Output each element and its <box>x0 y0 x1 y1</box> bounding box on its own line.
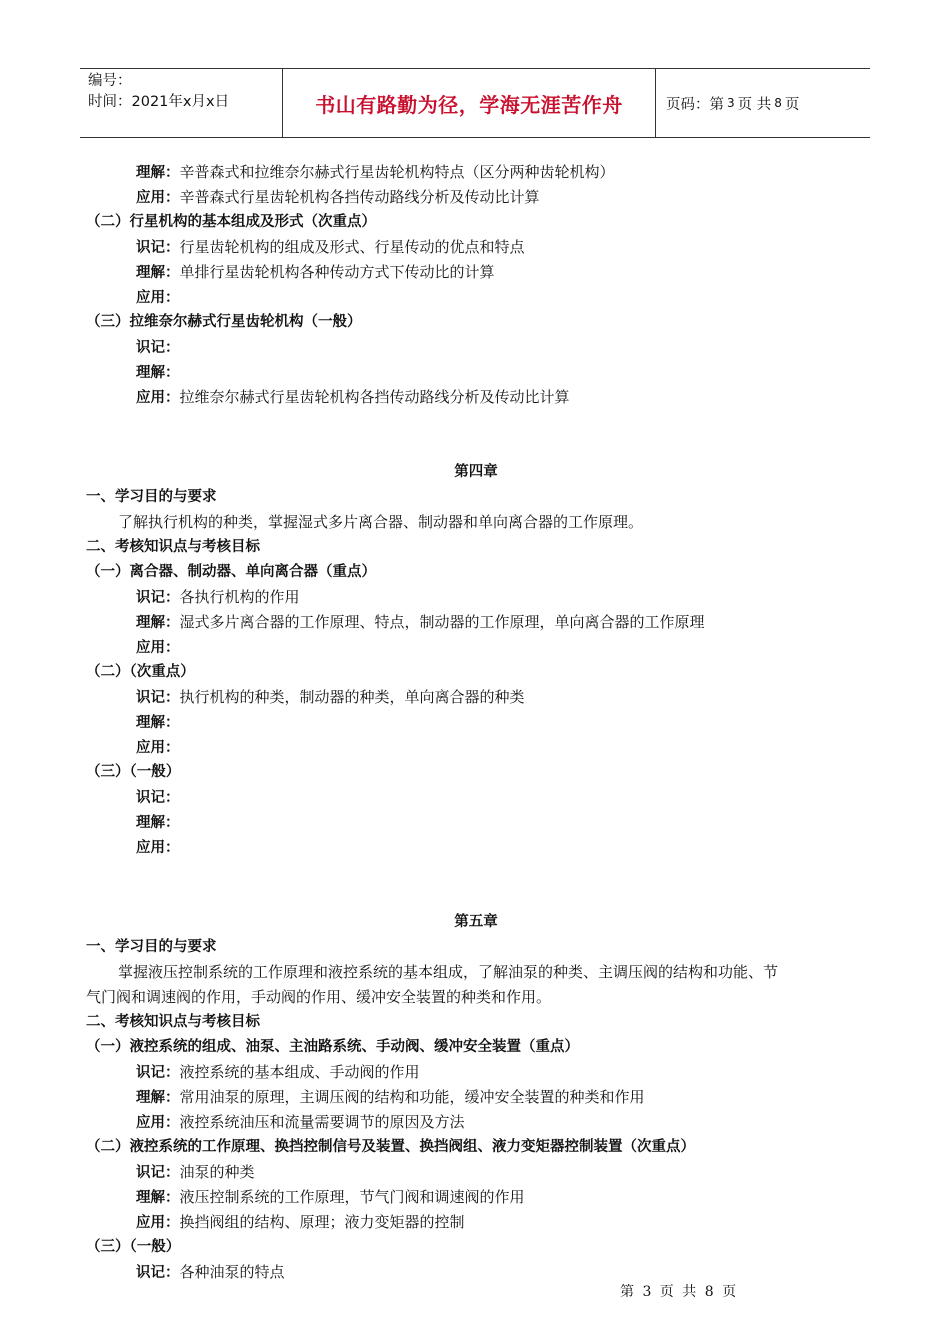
objective-item <box>86 1160 866 1185</box>
objective-item <box>86 1260 866 1285</box>
section-heading: （二）（次重点） <box>86 664 195 680</box>
objective-item <box>86 610 866 635</box>
objective-text: 常用油泵的原理，主调压阀的结构和功能，缓冲安全装置的种类和作用 <box>179 1088 645 1106</box>
objective-label: 理解： <box>136 615 180 631</box>
objective-item <box>86 810 866 835</box>
objective-item <box>86 735 866 760</box>
objective-item <box>86 1210 866 1235</box>
objective-text: 湿式多片离合器的工作原理、特点，制动器的工作原理，单向离合器的工作原理 <box>179 613 705 631</box>
objective-text: 液控系统油压和流量需要调节的原因及方法 <box>179 1113 465 1131</box>
chapter-spacer <box>86 410 866 460</box>
section-heading: （三）拉维奈尔赫式行星齿轮机构（一般） <box>86 314 362 330</box>
objective-text: 换挡阀组的结构、原理；液力变矩器的控制 <box>179 1213 465 1231</box>
objective-text: 辛普森式和拉维奈尔赫式行星齿轮机构特点（区分两种齿轮机构） <box>179 163 615 181</box>
objective-text: 辛普森式行星齿轮机构各挡传动路线分析及传动比计算 <box>179 188 540 206</box>
chapter-spacer <box>86 860 866 910</box>
objective-text: 行星齿轮机构的组成及形式、行星传动的优点和特点 <box>179 238 525 256</box>
objective-label: 识记： <box>136 1265 180 1281</box>
objective-text: 各执行机构的作用 <box>179 588 300 606</box>
objective-label: 应用： <box>136 290 180 306</box>
section-heading: （二）行星机构的基本组成及形式（次重点） <box>86 214 376 230</box>
section-heading: 二、考核知识点与考核目标 <box>86 539 260 555</box>
objective-label: 识记： <box>136 240 180 256</box>
objective-label: 理解： <box>136 265 180 281</box>
objective-item <box>86 710 866 735</box>
section-heading: 一、学习目的与要求 <box>86 939 217 955</box>
page-prefix: 页码：第 <box>666 96 724 113</box>
document-body <box>86 160 866 1285</box>
objective-item <box>86 160 866 185</box>
objective-text: 执行机构的种类，制动器的种类，单向离合器的种类 <box>179 688 525 706</box>
page-footer: 第 3 页 共 8 页 <box>620 1284 737 1300</box>
objective-label: 应用： <box>136 390 180 406</box>
objective-item <box>86 1085 866 1110</box>
objective-item <box>86 1110 866 1135</box>
objective-label: 识记： <box>136 340 180 356</box>
section-heading: 一、学习目的与要求 <box>86 489 217 505</box>
objective-text: 各种油泵的特点 <box>179 1263 285 1281</box>
objective-item <box>86 185 866 210</box>
page-number: 3 <box>727 96 735 110</box>
objective-item <box>86 260 866 285</box>
objective-item <box>86 785 866 810</box>
objective-item <box>86 585 866 610</box>
paragraph-text: 气门阀和调速阀的作用，手动阀的作用、缓冲安全装置的种类和作用。 <box>86 988 552 1006</box>
section-heading: 二、考核知识点与考核目标 <box>86 1014 260 1030</box>
doc-time: 时间：2021年x月x日 <box>88 94 230 110</box>
objective-label: 应用： <box>136 640 180 656</box>
objective-item <box>86 385 866 410</box>
objective-item <box>86 1185 866 1210</box>
objective-label: 理解： <box>136 365 180 381</box>
objective-item <box>86 360 866 385</box>
page-mid: 页 共 <box>737 96 772 113</box>
objective-label: 理解： <box>136 715 180 731</box>
section-heading: （二）液控系统的工作原理、换挡控制信号及装置、换挡阀组、液力变矩器控制装置（次重点） <box>86 1139 695 1155</box>
objective-item <box>86 635 866 660</box>
objective-text: 油泵的种类 <box>179 1163 255 1181</box>
header-motto: 书山有路勤为径，学海无涯苦作舟 <box>315 92 623 117</box>
objective-item <box>86 685 866 710</box>
objective-label: 应用： <box>136 190 180 206</box>
objective-text: 液压控制系统的工作原理，节气门阀和调速阀的作用 <box>179 1188 525 1206</box>
paragraph-text: 了解执行机构的种类，掌握湿式多片离合器、制动器和单向离合器的工作原理。 <box>118 513 644 531</box>
objective-text: 单排行星齿轮机构各种传动方式下传动比的计算 <box>179 263 495 281</box>
objective-label: 理解： <box>136 1090 180 1106</box>
objective-item <box>86 335 866 360</box>
objective-text: 拉维奈尔赫式行星齿轮机构各挡传动路线分析及传动比计算 <box>179 388 570 406</box>
section-heading: （三）（一般） <box>86 1239 181 1255</box>
objective-item <box>86 285 866 310</box>
section-heading: （三）（一般） <box>86 764 181 780</box>
objective-label: 识记： <box>136 1165 180 1181</box>
section-heading: （一）离合器、制动器、单向离合器（重点） <box>86 564 376 580</box>
objective-label: 应用： <box>136 1115 180 1131</box>
page-header <box>80 68 870 138</box>
page-suffix: 页 <box>784 96 800 113</box>
page-total: 8 <box>774 96 782 110</box>
header-meta <box>80 69 282 137</box>
objective-label: 应用： <box>136 740 180 756</box>
objective-item <box>86 235 866 260</box>
objective-label: 识记： <box>136 1065 180 1081</box>
objective-label: 理解： <box>136 815 180 831</box>
doc-number: 编号： <box>88 73 132 89</box>
objective-label: 理解： <box>136 165 180 181</box>
objective-item <box>86 835 866 860</box>
chapter-title: 第五章 <box>454 914 498 930</box>
objective-label: 识记： <box>136 590 180 606</box>
header-page-info <box>656 69 870 137</box>
objective-text: 液控系统的基本组成、手动阀的作用 <box>179 1063 420 1081</box>
objective-label: 应用： <box>136 840 180 856</box>
section-heading: （一）液控系统的组成、油泵、主油路系统、手动阀、缓冲安全装置（重点） <box>86 1039 579 1055</box>
objective-label: 理解： <box>136 1190 180 1206</box>
chapter-title: 第四章 <box>454 464 498 480</box>
objective-label: 应用： <box>136 1215 180 1231</box>
header-motto-cell <box>282 69 656 137</box>
paragraph-text: 掌握液压控制系统的工作原理和液控系统的基本组成，了解油泵的种类、主调压阀的结构和功能、节 <box>118 963 779 981</box>
objective-label: 识记： <box>136 690 180 706</box>
objective-label: 识记： <box>136 790 180 806</box>
objective-item <box>86 1060 866 1085</box>
